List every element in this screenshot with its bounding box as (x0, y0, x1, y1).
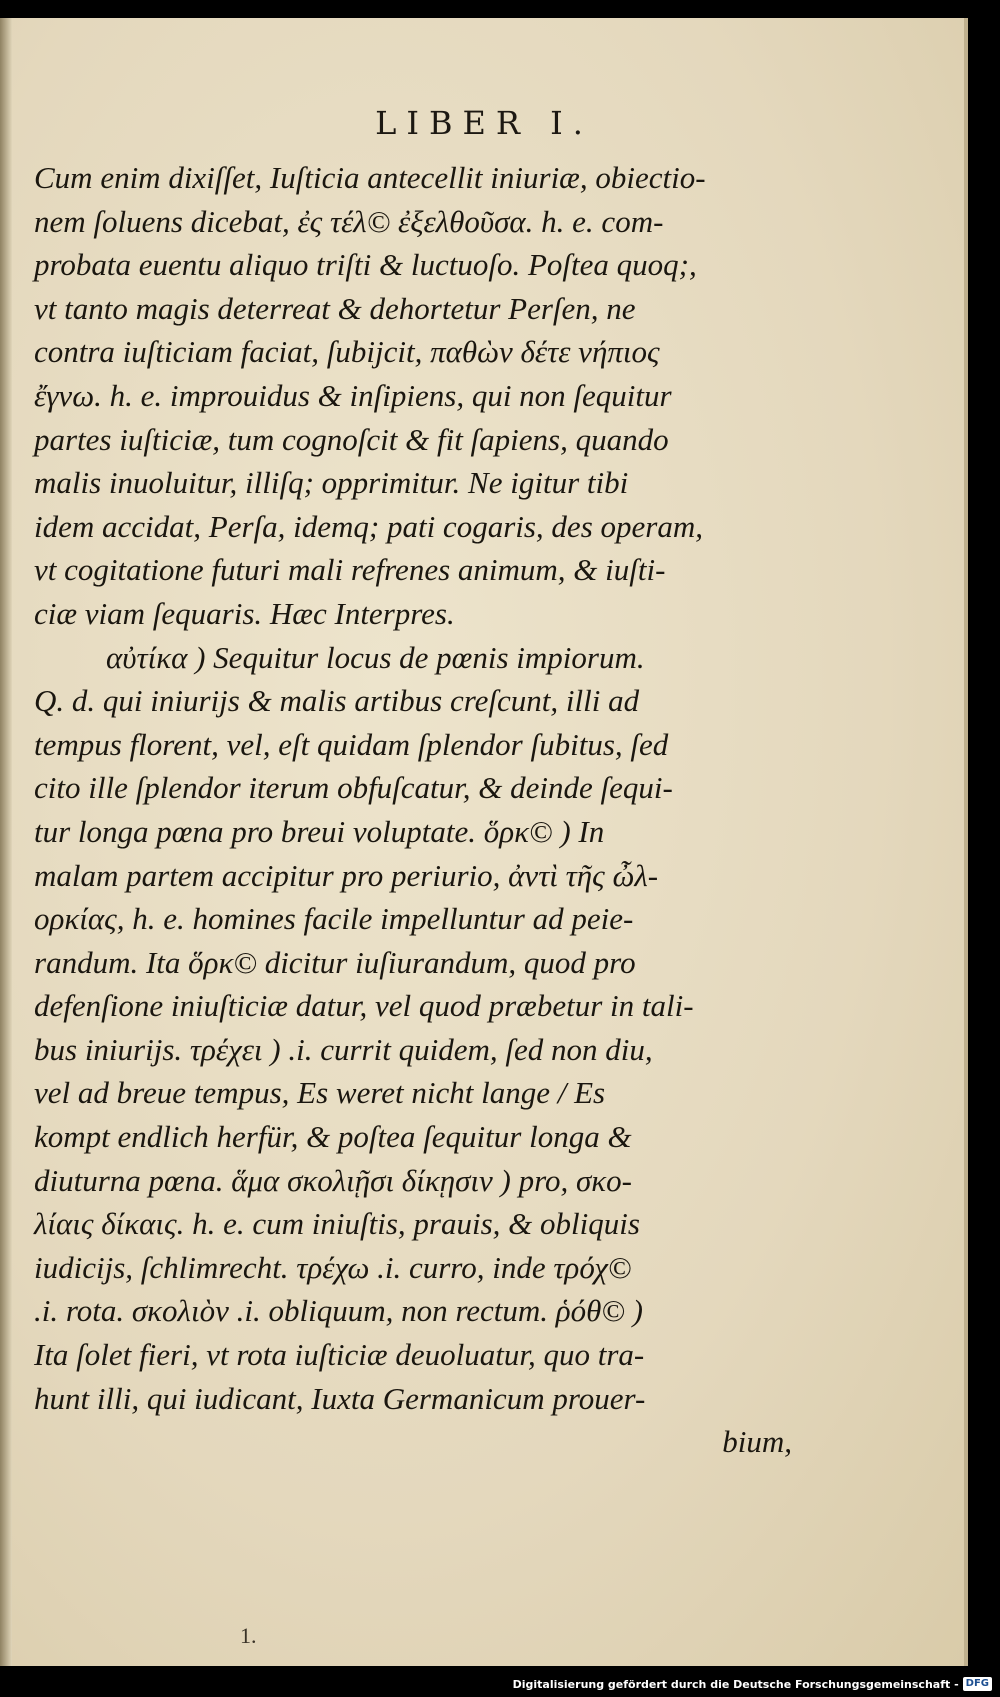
text-line: Ita ſolet fieri, vt rota iuſticiæ deuoluatur, quo tra- (34, 1337, 645, 1373)
text-line: iudicijs, ſchlimrecht. τρέχω .i. curro, inde τρόχ© (34, 1249, 632, 1285)
text-line: Q. d. qui iniurijs & malis artibus creſcunt, illi ad (34, 683, 640, 719)
text-line: vt tanto magis deterreat & dehortetur Perſen, ne (34, 290, 636, 326)
text-line: tempus florent, vel, eſt quidam ſplendor ſubitus, ſed (34, 726, 669, 762)
signature-mark: 1. (240, 1623, 257, 1648)
text-line: partes iuſticiæ, tum cognoſcit & fit ſapiens, quando (34, 421, 669, 457)
book-page (0, 18, 968, 1666)
page-gutter-shadow (0, 18, 12, 1666)
running-head: LIBER I. (375, 104, 593, 142)
text-line: cito ille ſplendor iterum obfuſcatur, & deinde ſequi- (34, 770, 673, 806)
catchword: bium, (722, 1424, 792, 1460)
text-line: defenſione iniuſticiæ datur, vel quod præbetur in tali- (34, 988, 694, 1024)
text-line: ορκίας, h. e. homines facile impelluntur ad peie- (34, 901, 634, 937)
text-line: malam partem accipitur pro periurio, ἀντὶ τῆς ὦλ- (34, 857, 659, 893)
text-line: Cum enim dixiſſet, Iuſticia antecellit iniuriæ, obiectio- (34, 160, 706, 195)
text-line: tur longa pœna pro breui voluptate. ὅρκ© ) In (34, 813, 605, 849)
text-line: idem accidat, Perſa, idemq; pati cogaris, des operam, (34, 508, 703, 544)
text-line: vel ad breue tempus, Es weret nicht lange / Es (34, 1075, 606, 1111)
text-line: kompt endlich herfür, & poſtea ſequitur longa & (34, 1119, 632, 1155)
text-line: λίαις δίκαις. h. e. cum iniuſtis, prauis, & obliquis (34, 1206, 640, 1242)
text-line: ciæ viam ſequaris. Hæc Interpres. (34, 595, 455, 631)
text-line: nem ſoluens dicebat, ἐς τέλ© ἐξελθοῦσα. h. e. com- (34, 203, 664, 239)
text-line: probata euentu aliquo triſti & luctuoſo. Poſtea quoq;, (34, 247, 697, 283)
text-line: bus iniurijs. τρέχει ) .i. currit quidem, ſed non diu, (34, 1031, 653, 1067)
body-text (34, 156, 794, 1464)
text-line: hunt illi, qui iudicant, Iuxta Germanicum prouer- (34, 1380, 646, 1416)
text-line: malis inuoluitur, illiſq; opprimitur. Ne igitur tibi (34, 465, 629, 501)
text-line: diuturna pœna. ἅμα σκολιῇσι δίκῃσιν ) pro, σκο- (34, 1162, 632, 1198)
text-line: randum. Ita ὅρκ© dicitur iuſiurandum, quod pro (34, 944, 636, 980)
dfg-logo: DFG (963, 1677, 992, 1691)
text-line: ἔγνω. h. e. improuidus & inſipiens, qui non ſequitur (34, 377, 672, 413)
text-line: .i. rota. σκολιὸν .i. obliquum, non rectum. ῥόθ© ) (34, 1293, 643, 1329)
text-line: contra iuſticiam faciat, ſubijcit, παθὼν δέτε νήπιος (34, 334, 660, 370)
text-line: vt cogitatione futuri mali refrenes animum, & iuſti- (34, 552, 666, 588)
paragraph-start-line: αὐτίκα ) Sequitur locus de pœnis impiorum. (106, 639, 645, 675)
digitization-footer (513, 1675, 992, 1693)
footer-text: Digitalisierung gefördert durch die Deutsche Forschungsgemeinschaft - (512, 1677, 959, 1691)
